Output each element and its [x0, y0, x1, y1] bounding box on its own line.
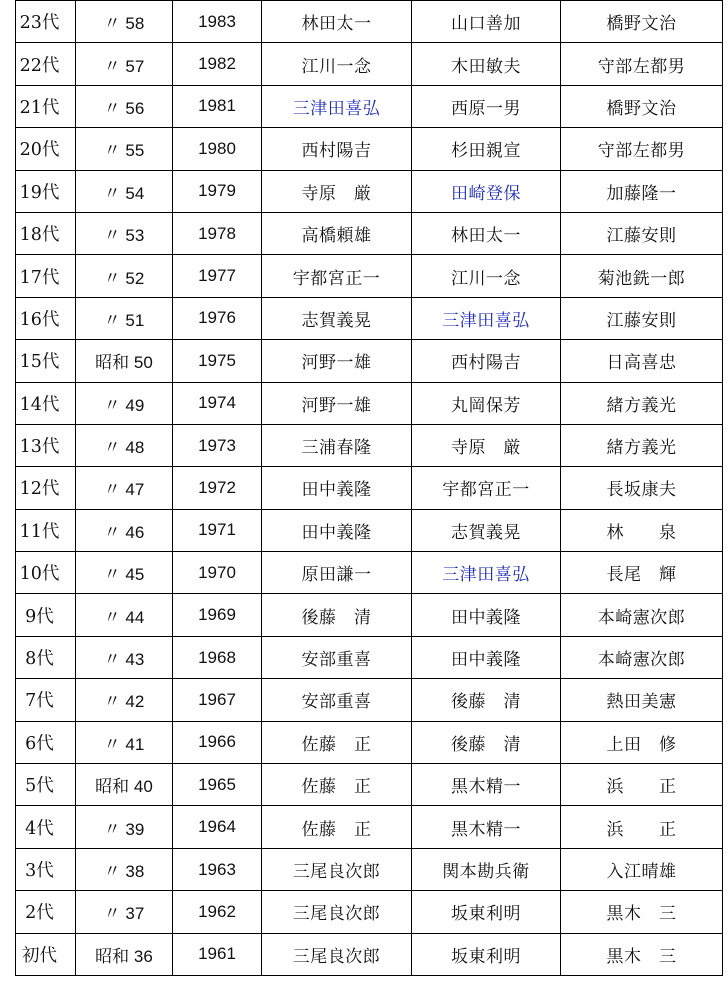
era-year-cell: 〃 37: [76, 891, 173, 933]
secretary-name-cell: 橋野文治: [561, 85, 723, 127]
president-name-cell: 佐藤 正: [262, 721, 412, 763]
president-name-cell: 宇都宮正一: [262, 255, 412, 297]
table-row: [16, 128, 723, 170]
table-row: [16, 721, 723, 763]
table-row: [16, 933, 723, 975]
president-name-cell: 河野一雄: [262, 382, 412, 424]
table-row: [16, 382, 723, 424]
western-year-cell: 1966: [173, 721, 262, 763]
western-year-cell: 1970: [173, 552, 262, 594]
president-name-cell: 原田謙一: [262, 552, 412, 594]
president-name-cell: 三浦春隆: [262, 424, 412, 466]
president-name-cell: 河野一雄: [262, 340, 412, 382]
president-name-cell: 高橋頼雄: [262, 212, 412, 254]
table-row: [16, 43, 723, 85]
generation-cell: 2代: [16, 891, 76, 933]
president-name-cell: 江川一念: [262, 43, 412, 85]
table-row: [16, 255, 723, 297]
officers-table-body: [16, 1, 723, 976]
president-name-cell: 三尾良次郎: [262, 891, 412, 933]
western-year-cell: 1972: [173, 467, 262, 509]
generation-cell: 8代: [16, 636, 76, 678]
secretary-name-cell: 加藤隆一: [561, 170, 723, 212]
generation-cell: 7代: [16, 679, 76, 721]
secretary-name-cell: 黒木 三: [561, 891, 723, 933]
era-year-cell: 〃 52: [76, 255, 173, 297]
secretary-name-cell: 日高喜忠: [561, 340, 723, 382]
era-year-cell: 〃 41: [76, 721, 173, 763]
vice-president-name-cell: 田中義隆: [412, 636, 561, 678]
western-year-cell: 1965: [173, 764, 262, 806]
president-name-cell: 佐藤 正: [262, 764, 412, 806]
vice-president-name-cell: 坂東利明: [412, 891, 561, 933]
president-name-cell: 西村陽吉: [262, 128, 412, 170]
secretary-name-cell: 菊池銑一郎: [561, 255, 723, 297]
vice-president-name-cell: 林田太一: [412, 212, 561, 254]
western-year-cell: 1980: [173, 128, 262, 170]
officers-history-table: [15, 0, 723, 976]
era-year-cell: 〃 56: [76, 85, 173, 127]
secretary-name-cell: 緒方義光: [561, 382, 723, 424]
era-year-cell: 〃 44: [76, 594, 173, 636]
era-year-cell: 〃 53: [76, 212, 173, 254]
table-row: [16, 764, 723, 806]
generation-cell: 23代: [16, 1, 76, 43]
secretary-name-cell: 林 泉: [561, 509, 723, 551]
vice-president-name-cell: 山口善加: [412, 1, 561, 43]
table-row: [16, 297, 723, 339]
era-year-cell: 昭和 40: [76, 764, 173, 806]
table-row: [16, 636, 723, 678]
table-row: [16, 170, 723, 212]
western-year-cell: 1979: [173, 170, 262, 212]
era-year-cell: 〃 51: [76, 297, 173, 339]
era-year-cell: 〃 45: [76, 552, 173, 594]
table-row: [16, 85, 723, 127]
secretary-name-cell: 江藤安則: [561, 212, 723, 254]
western-year-cell: 1962: [173, 891, 262, 933]
president-name-cell: 志賀義晃: [262, 297, 412, 339]
western-year-cell: 1969: [173, 594, 262, 636]
president-name-cell: 林田太一: [262, 1, 412, 43]
vice-president-name-cell: 杉田親宣: [412, 128, 561, 170]
era-year-cell: 〃 43: [76, 636, 173, 678]
generation-cell: 14代: [16, 382, 76, 424]
era-year-cell: 〃 46: [76, 509, 173, 551]
western-year-cell: 1982: [173, 43, 262, 85]
western-year-cell: 1976: [173, 297, 262, 339]
western-year-cell: 1977: [173, 255, 262, 297]
era-year-cell: 昭和 50: [76, 340, 173, 382]
table-row: [16, 424, 723, 466]
president-name-cell: 田中義隆: [262, 509, 412, 551]
vice-president-name-cell: 田中義隆: [412, 594, 561, 636]
era-year-cell: 〃 54: [76, 170, 173, 212]
western-year-cell: 1963: [173, 848, 262, 890]
generation-cell: 21代: [16, 85, 76, 127]
secretary-name-cell: 上田 修: [561, 721, 723, 763]
president-name-cell: 後藤 清: [262, 594, 412, 636]
vice-president-name-cell: 寺原 厳: [412, 424, 561, 466]
generation-cell: 5代: [16, 764, 76, 806]
era-year-cell: 〃 39: [76, 806, 173, 848]
era-year-cell: 〃 49: [76, 382, 173, 424]
secretary-name-cell: 浜 正: [561, 806, 723, 848]
western-year-cell: 1981: [173, 85, 262, 127]
generation-cell: 10代: [16, 552, 76, 594]
generation-cell: 15代: [16, 340, 76, 382]
vice-president-name-cell: 関本勘兵衛: [412, 848, 561, 890]
president-name-cell: 安部重喜: [262, 636, 412, 678]
secretary-name-cell: 守部左都男: [561, 128, 723, 170]
vice-president-name-cell: 西村陽吉: [412, 340, 561, 382]
secretary-name-cell: 橋野文治: [561, 1, 723, 43]
generation-cell: 3代: [16, 848, 76, 890]
table-row: [16, 340, 723, 382]
vice-president-name-cell: 志賀義晃: [412, 509, 561, 551]
secretary-name-cell: 緒方義光: [561, 424, 723, 466]
generation-cell: 12代: [16, 467, 76, 509]
vice-president-name-cell: 坂東利明: [412, 933, 561, 975]
generation-cell: 20代: [16, 128, 76, 170]
generation-cell: 初代: [16, 933, 76, 975]
generation-cell: 18代: [16, 212, 76, 254]
table-row: [16, 848, 723, 890]
president-name-cell: 安部重喜: [262, 679, 412, 721]
table-row: [16, 509, 723, 551]
era-year-cell: 昭和 36: [76, 933, 173, 975]
vice-president-name-cell: 黒木精一: [412, 806, 561, 848]
table-row: [16, 552, 723, 594]
western-year-cell: 1978: [173, 212, 262, 254]
vice-president-name-cell: 西原一男: [412, 85, 561, 127]
western-year-cell: 1971: [173, 509, 262, 551]
western-year-cell: 1964: [173, 806, 262, 848]
president-name-cell: 三尾良次郎: [262, 933, 412, 975]
western-year-cell: 1975: [173, 340, 262, 382]
secretary-name-cell: 守部左都男: [561, 43, 723, 85]
western-year-cell: 1968: [173, 636, 262, 678]
table-row: [16, 212, 723, 254]
vice-president-name-cell: 三津田喜弘: [412, 297, 561, 339]
secretary-name-cell: 黒木 三: [561, 933, 723, 975]
western-year-cell: 1974: [173, 382, 262, 424]
western-year-cell: 1973: [173, 424, 262, 466]
generation-cell: 6代: [16, 721, 76, 763]
vice-president-name-cell: 宇都宮正一: [412, 467, 561, 509]
secretary-name-cell: 熱田美憲: [561, 679, 723, 721]
table-row: [16, 891, 723, 933]
vice-president-name-cell: 後藤 清: [412, 721, 561, 763]
president-name-cell: 田中義隆: [262, 467, 412, 509]
generation-cell: 19代: [16, 170, 76, 212]
generation-cell: 9代: [16, 594, 76, 636]
secretary-name-cell: 本崎憲次郎: [561, 636, 723, 678]
president-name-cell: 三尾良次郎: [262, 848, 412, 890]
president-name-cell: 佐藤 正: [262, 806, 412, 848]
table-row: [16, 467, 723, 509]
western-year-cell: 1983: [173, 1, 262, 43]
vice-president-name-cell: 後藤 清: [412, 679, 561, 721]
secretary-name-cell: 本崎憲次郎: [561, 594, 723, 636]
generation-cell: 11代: [16, 509, 76, 551]
vice-president-name-cell: 江川一念: [412, 255, 561, 297]
era-year-cell: 〃 58: [76, 1, 173, 43]
president-name-cell: 寺原 厳: [262, 170, 412, 212]
era-year-cell: 〃 55: [76, 128, 173, 170]
western-year-cell: 1967: [173, 679, 262, 721]
secretary-name-cell: 長坂康夫: [561, 467, 723, 509]
era-year-cell: 〃 42: [76, 679, 173, 721]
generation-cell: 16代: [16, 297, 76, 339]
era-year-cell: 〃 48: [76, 424, 173, 466]
generation-cell: 17代: [16, 255, 76, 297]
table-row: [16, 679, 723, 721]
generation-cell: 4代: [16, 806, 76, 848]
table-row: [16, 1, 723, 43]
secretary-name-cell: 江藤安則: [561, 297, 723, 339]
vice-president-name-cell: 三津田喜弘: [412, 552, 561, 594]
vice-president-name-cell: 丸岡保芳: [412, 382, 561, 424]
era-year-cell: 〃 57: [76, 43, 173, 85]
western-year-cell: 1961: [173, 933, 262, 975]
secretary-name-cell: 入江晴雄: [561, 848, 723, 890]
vice-president-name-cell: 田崎登保: [412, 170, 561, 212]
table-row: [16, 806, 723, 848]
vice-president-name-cell: 木田敏夫: [412, 43, 561, 85]
secretary-name-cell: 浜 正: [561, 764, 723, 806]
vice-president-name-cell: 黒木精一: [412, 764, 561, 806]
generation-cell: 13代: [16, 424, 76, 466]
table-row: [16, 594, 723, 636]
president-name-cell: 三津田喜弘: [262, 85, 412, 127]
secretary-name-cell: 長尾 輝: [561, 552, 723, 594]
era-year-cell: 〃 38: [76, 848, 173, 890]
generation-cell: 22代: [16, 43, 76, 85]
era-year-cell: 〃 47: [76, 467, 173, 509]
